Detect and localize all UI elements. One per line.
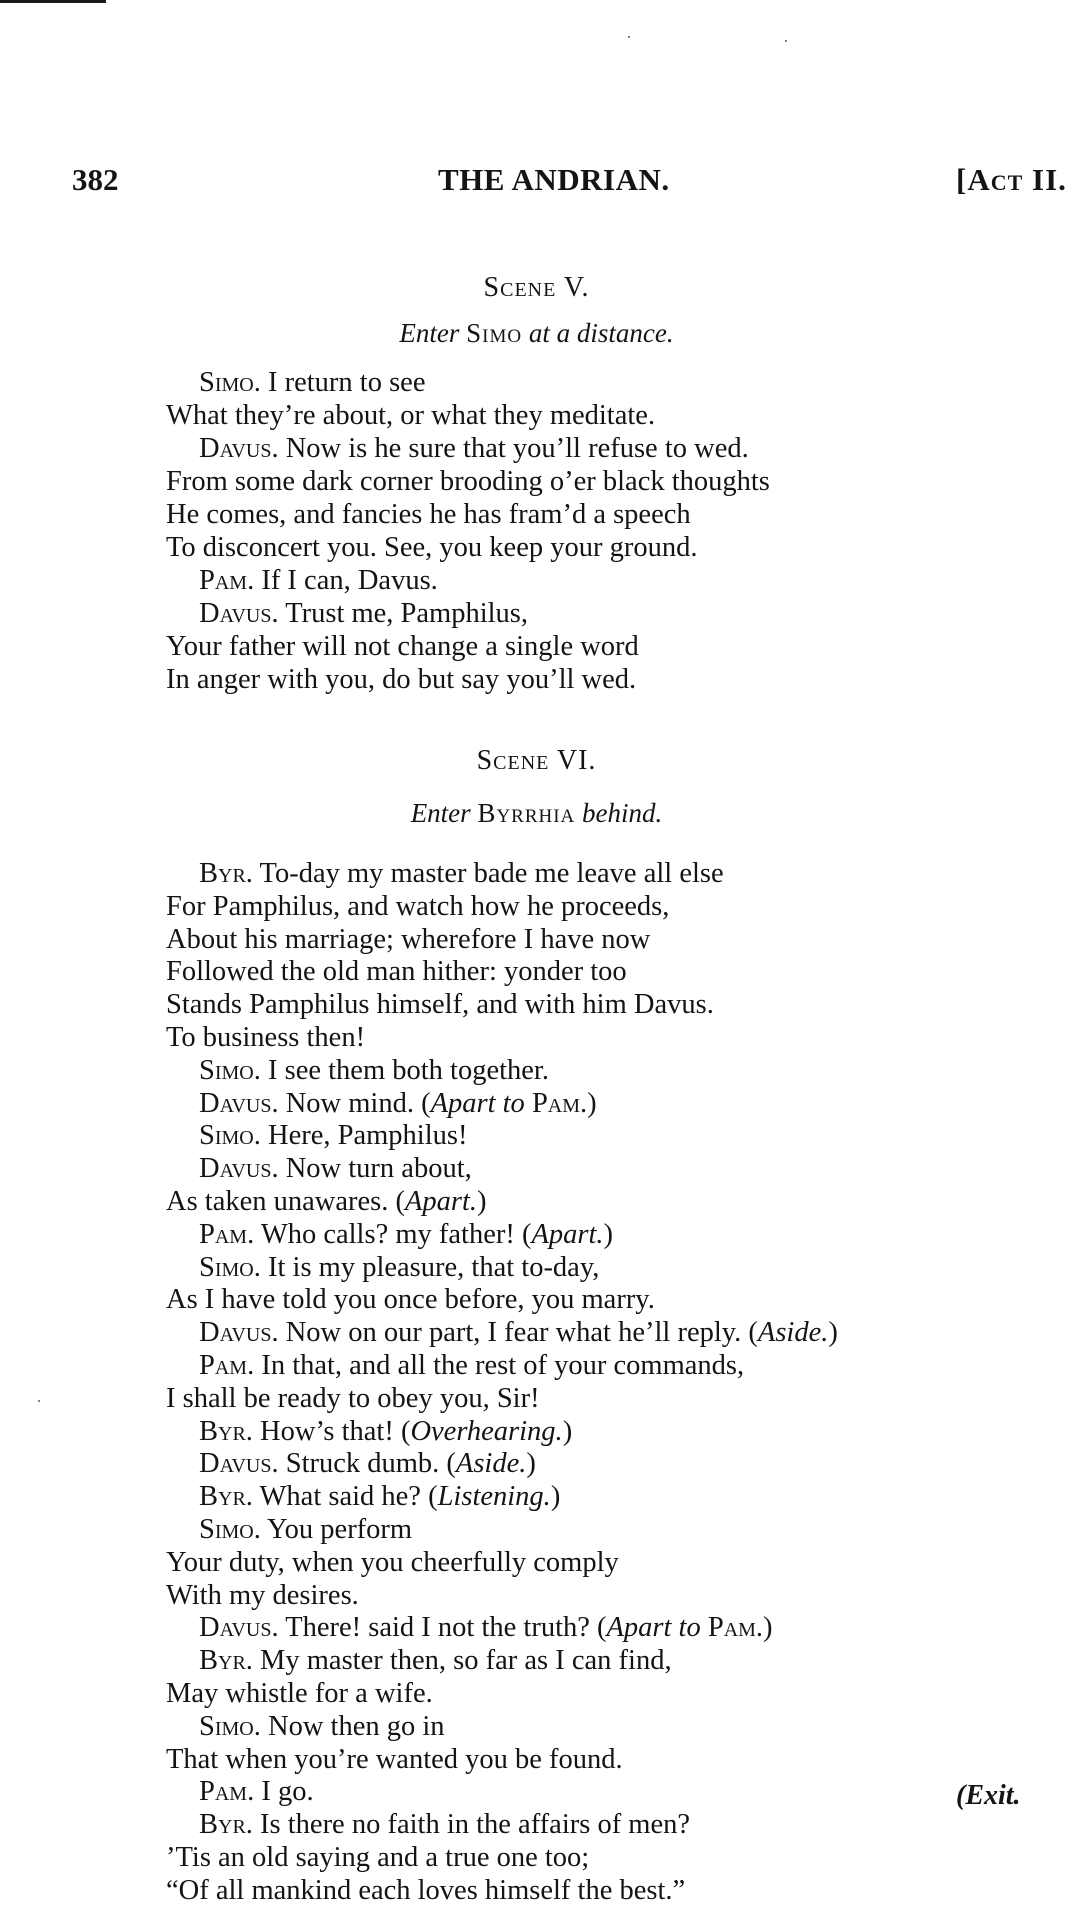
verse-line (166, 988, 714, 1021)
line-text: As I have told you once before, you marry. (166, 1284, 655, 1316)
stage-direction: Apart to (606, 1612, 701, 1644)
verse-line (166, 1874, 685, 1907)
speaker-name: Davus. (199, 598, 279, 629)
line-text: Now then go in (260, 1710, 445, 1742)
verse-line (199, 1251, 599, 1284)
scene-6-entrance: Enter Byrrhia behind. (410, 798, 663, 828)
line-text: Here, Pamphilus! (260, 1120, 468, 1152)
direction-target: Pam. (700, 1612, 764, 1644)
speaker-name: Davus. (199, 1317, 279, 1349)
line-text: What they’re about, or what they meditate. (166, 400, 656, 431)
stage-direction: Overhearing. (410, 1415, 563, 1447)
line-text: To-day my master bade me leave all else (252, 858, 724, 889)
verse-line (199, 1808, 690, 1841)
speaker-name: Pam. (199, 1776, 255, 1808)
speaker-name: Simo. (199, 1054, 261, 1086)
closing-paren: ) (763, 1612, 773, 1644)
direction-target: Pam. (524, 1087, 588, 1119)
line-text: What said he? ( (252, 1481, 438, 1513)
closing-paren: ) (562, 1415, 573, 1447)
verse-line (199, 1349, 744, 1382)
stage-direction: Aside. (757, 1317, 829, 1349)
verse-line (166, 663, 636, 696)
verse-line (199, 1775, 314, 1808)
line-text: From some dark corner brooding o’er black thoughts (166, 466, 770, 497)
verse-line (199, 1415, 572, 1448)
line-text: To disconcert you. See, you keep your ground. (166, 532, 698, 563)
verse-line (199, 1644, 672, 1677)
running-header (0, 162, 1073, 202)
closing-paren: ) (526, 1448, 536, 1480)
verse-line (166, 1283, 655, 1316)
speaker-name: Simo. (199, 1251, 261, 1283)
line-text: May whistle for a wife. (166, 1678, 433, 1709)
line-text: About his marriage; wherefore I have now (166, 923, 651, 955)
verse-line (166, 1841, 589, 1874)
speaker-name: Pam. (199, 565, 255, 596)
stage-direction: Apart to (430, 1087, 525, 1119)
verse-line (166, 465, 770, 498)
verse-line (166, 923, 650, 956)
verse-line (199, 432, 749, 465)
line-text: If I can, Davus. (254, 565, 438, 596)
line-text: For Pamphilus, and watch how he proceeds, (166, 890, 670, 922)
verse-line (199, 564, 438, 597)
verse-line (166, 1743, 623, 1776)
line-text: You perform (260, 1514, 413, 1545)
speaker-name: Davus. (199, 1087, 279, 1119)
verse-line (166, 1021, 365, 1054)
speaker-name: Pam. (199, 1350, 255, 1381)
stage-direction: Apart. (405, 1186, 478, 1217)
speaker-name: Pam. (199, 1218, 255, 1250)
verse-line (166, 955, 627, 988)
line-text: Who calls? my father! ( (254, 1218, 532, 1250)
line-text: Trust me, Pamphilus, (278, 598, 529, 629)
speaker-name: Davus. (199, 1612, 279, 1644)
page-number: 382 (72, 162, 119, 197)
line-text: How’s that! ( (252, 1415, 411, 1447)
line-text: Now mind. ( (278, 1087, 431, 1119)
verse-line (199, 1513, 412, 1546)
verse-line (166, 1382, 540, 1415)
act-label: [Act II. (956, 162, 1067, 197)
verse-line (166, 630, 639, 663)
speaker-name: Davus. (199, 433, 279, 464)
line-text: Now on our part, I fear what he’ll reply. ( (278, 1317, 758, 1349)
scene-5-heading: Scene V. (483, 272, 590, 303)
exit-direction: (Exit. (956, 1780, 1021, 1811)
line-text: Your father will not change a single word (166, 631, 639, 662)
verse-line (199, 1611, 773, 1644)
closing-paren: ) (828, 1317, 838, 1349)
verse-line (166, 498, 691, 531)
verse-line (166, 1546, 619, 1579)
verse-line (199, 1710, 445, 1743)
line-text: That when you’re wanted you be found. (166, 1743, 623, 1775)
line-text: ’Tis an old saying and a true one too; (166, 1842, 590, 1873)
verse-line (199, 1119, 467, 1152)
line-text: Your duty, when you cheerfully comply (166, 1546, 619, 1578)
line-text: Stands Pamphilus himself, and with him Davus. (166, 989, 714, 1021)
speaker-name: Byr. (199, 858, 253, 889)
speaker-name: Simo. (199, 367, 261, 398)
print-speck (785, 40, 787, 42)
top-rule (0, 0, 106, 3)
speaker-name: Byr. (199, 1809, 253, 1841)
scene-5-entrance: Enter Simo at a distance. (399, 318, 674, 348)
verse-line (166, 1185, 487, 1218)
speaker-name: Byr. (199, 1481, 253, 1513)
stage-direction: Apart. (531, 1218, 604, 1250)
verse-line (199, 1316, 838, 1349)
stage-direction: Listening. (437, 1481, 551, 1513)
line-text: Struck dumb. ( (278, 1448, 456, 1480)
verse-line (199, 597, 528, 630)
line-text: As taken unawares. ( (166, 1186, 405, 1217)
line-text: “Of all mankind each loves himself the best.” (166, 1874, 686, 1906)
verse-line (166, 890, 669, 923)
speaker-name: Davus. (199, 1153, 279, 1185)
verse-line (199, 1054, 549, 1087)
line-text: Is there no faith in the affairs of men? (252, 1809, 691, 1841)
running-title: THE ANDRIAN. (438, 162, 670, 197)
print-speck (38, 1400, 40, 1402)
scene-6-heading: Scene VI. (476, 745, 597, 776)
line-text: My master then, so far as I can find, (252, 1645, 672, 1677)
verse-line (199, 1218, 613, 1251)
verse-line (199, 1447, 536, 1480)
verse-line (166, 1579, 359, 1612)
verse-line (199, 1152, 472, 1185)
line-text: With my desires. (166, 1579, 359, 1611)
line-text: Followed the old man hither: yonder too (166, 956, 627, 988)
verse-line (199, 1480, 560, 1513)
line-text: There! said I not the truth? ( (278, 1612, 607, 1644)
verse-line (166, 1677, 433, 1710)
verse-line (199, 857, 724, 890)
stage-direction: Aside. (455, 1448, 527, 1480)
line-text: In anger with you, do but say you’ll wed. (166, 664, 637, 695)
line-text: I go. (254, 1776, 314, 1808)
line-text: In that, and all the rest of your commands, (254, 1350, 745, 1381)
line-text: Now turn about, (278, 1153, 472, 1185)
closing-paren: ) (587, 1087, 597, 1119)
closing-paren: ) (603, 1218, 613, 1250)
line-text: I return to see (260, 367, 426, 398)
verse-line (199, 1087, 597, 1120)
line-text: I see them both together. (260, 1054, 549, 1086)
line-text: I shall be ready to obey you, Sir! (166, 1382, 540, 1414)
closing-paren: ) (477, 1186, 487, 1217)
verse-line (166, 531, 697, 564)
speaker-name: Byr. (199, 1415, 253, 1447)
speaker-name: Simo. (199, 1514, 261, 1545)
speaker-name: Byr. (199, 1645, 253, 1677)
print-speck (628, 36, 630, 38)
line-text: To business then! (166, 1022, 366, 1053)
line-text: It is my pleasure, that to-day, (260, 1251, 600, 1283)
closing-paren: ) (550, 1481, 561, 1513)
verse-line (199, 366, 425, 399)
verse-line (166, 399, 655, 432)
speaker-name: Simo. (199, 1120, 261, 1152)
speaker-name: Simo. (199, 1710, 261, 1742)
line-text: Now is he sure that you’ll refuse to wed. (278, 433, 749, 464)
speaker-name: Davus. (199, 1448, 279, 1480)
line-text: He comes, and fancies he has fram’d a speech (166, 499, 691, 530)
